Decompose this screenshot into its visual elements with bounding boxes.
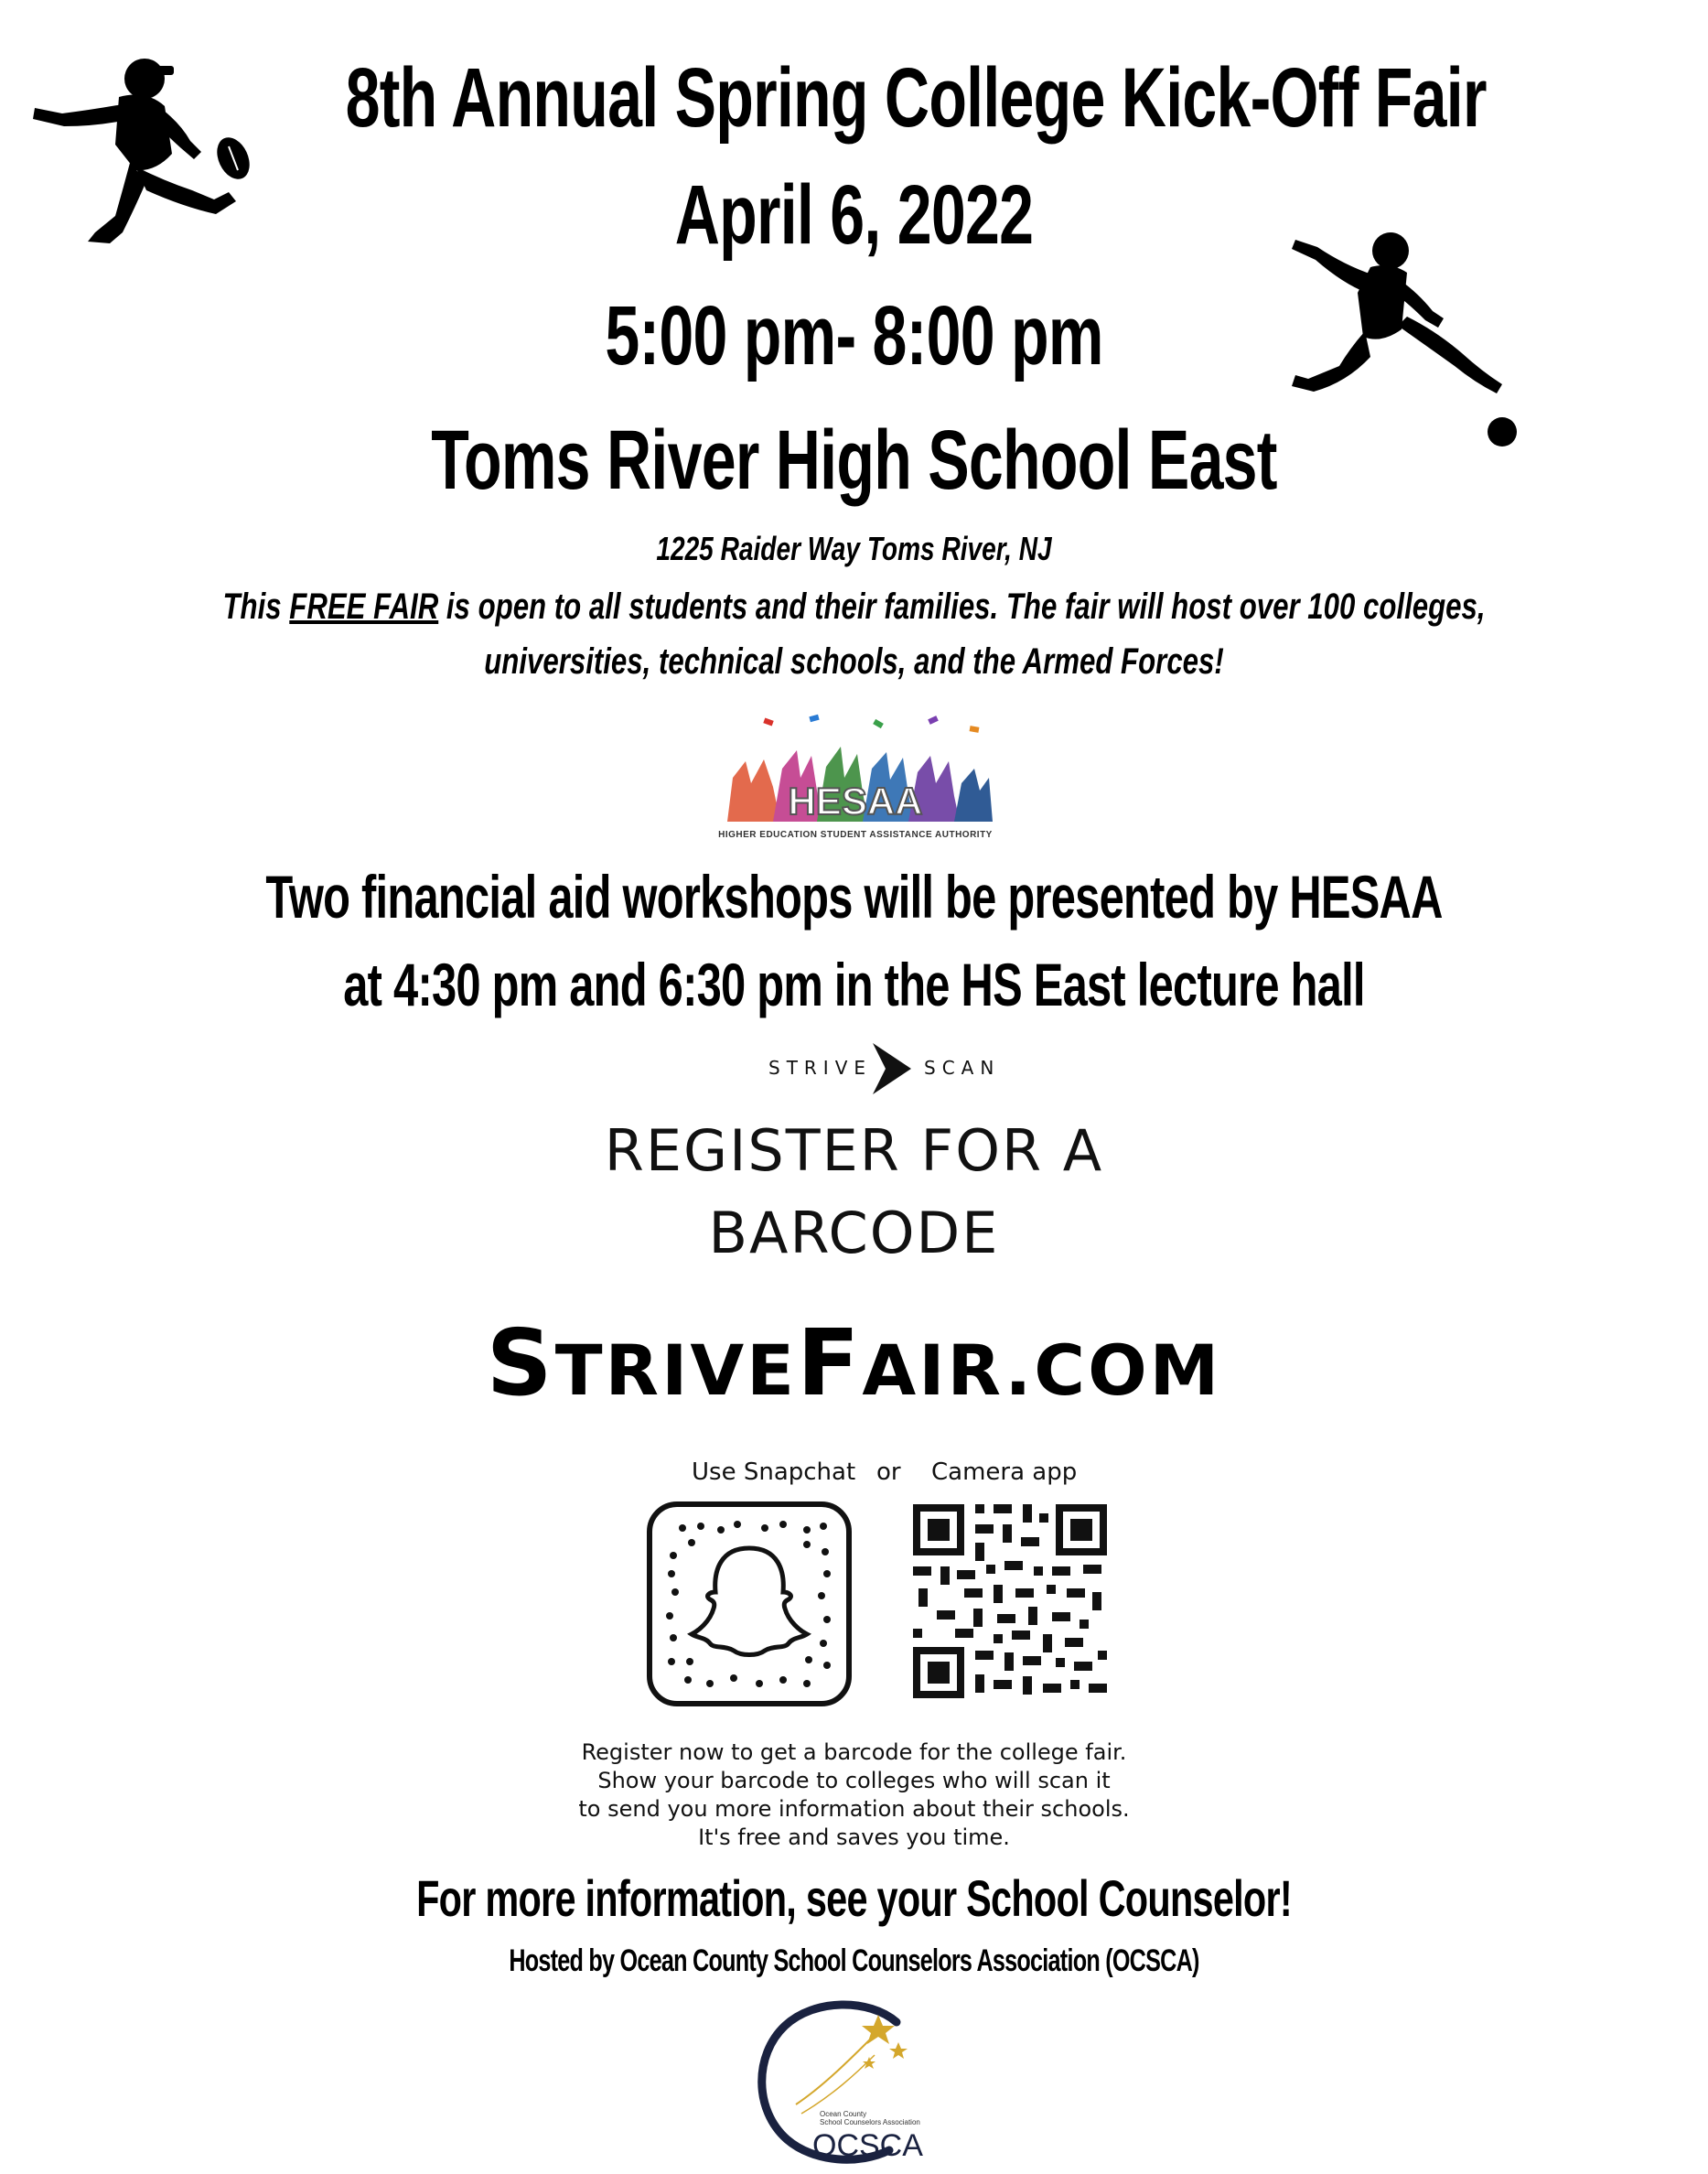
event-time: 5:00 pm- 8:00 pm bbox=[605, 289, 1103, 382]
hesaa-logo bbox=[709, 714, 1002, 846]
strivefair-website[interactable]: STRIVEFAIR.COM bbox=[486, 1309, 1222, 1416]
description-line-1: This FREE FAIR is open to all students and their families. The fair will host over 100 colleges, bbox=[222, 587, 1486, 627]
description-line-2: universities, technical schools, and the Armed Forces! bbox=[484, 641, 1224, 682]
free-fair-emphasis: FREE FAIR bbox=[289, 587, 439, 627]
snapchat-code[interactable] bbox=[646, 1501, 853, 1707]
registration-note: Register now to get a barcode for the college fair. Show your barcode to colleges who will scan it to send you more information about their schools. It's free and saves you time. bbox=[578, 1739, 1130, 1850]
star-icon bbox=[889, 2042, 908, 2059]
label-or: or bbox=[876, 1458, 901, 1486]
strive-word: STRIVE bbox=[768, 1057, 873, 1079]
ocsca-abbrev: OCSCA bbox=[812, 2128, 923, 2163]
workshop-line-2: at 4:30 pm and 6:30 pm in the HS East lecture hall bbox=[343, 951, 1365, 1018]
workshop-line-1: Two financial aid workshops will be presented by HESAA bbox=[265, 863, 1443, 931]
hesaa-crowd-graphic bbox=[709, 714, 1002, 822]
register-heading-line-1: REGISTER FOR A bbox=[604, 1117, 1104, 1184]
register-heading-line-2: BARCODE bbox=[708, 1200, 1000, 1266]
more-info-line: For more information, see your School Counselor! bbox=[416, 1869, 1292, 1927]
star-icon bbox=[863, 2057, 875, 2069]
event-address: 1225 Raider Way Toms River, NJ bbox=[656, 530, 1052, 567]
hesaa-caption: HIGHER EDUCATION STUDENT ASSISTANCE AUTHORITY bbox=[718, 830, 993, 840]
hesaa-logo-text: HESAA bbox=[788, 780, 923, 822]
scan-word: SCAN bbox=[924, 1057, 1001, 1079]
event-venue: Toms River High School East bbox=[431, 414, 1277, 507]
qr-code-icon[interactable] bbox=[909, 1501, 1111, 1702]
event-date: April 6, 2022 bbox=[674, 168, 1034, 262]
ocsca-small-text: Ocean County School Counselors Association bbox=[820, 2110, 920, 2126]
strive-scan-logo bbox=[768, 1034, 1006, 1098]
strive-chevron-icon bbox=[869, 1041, 915, 1096]
hosted-by-line: Hosted by Ocean County School Counselors Association (OCSCA) bbox=[509, 1943, 1199, 1978]
event-title: 8th Annual Spring College Kick-Off Fair bbox=[345, 51, 1487, 145]
ocsca-logo bbox=[741, 1995, 961, 2169]
soccer-ball-icon bbox=[1488, 417, 1517, 447]
label-camera-app: Camera app bbox=[931, 1458, 1078, 1486]
label-snapchat: Use Snapchat bbox=[692, 1458, 856, 1486]
